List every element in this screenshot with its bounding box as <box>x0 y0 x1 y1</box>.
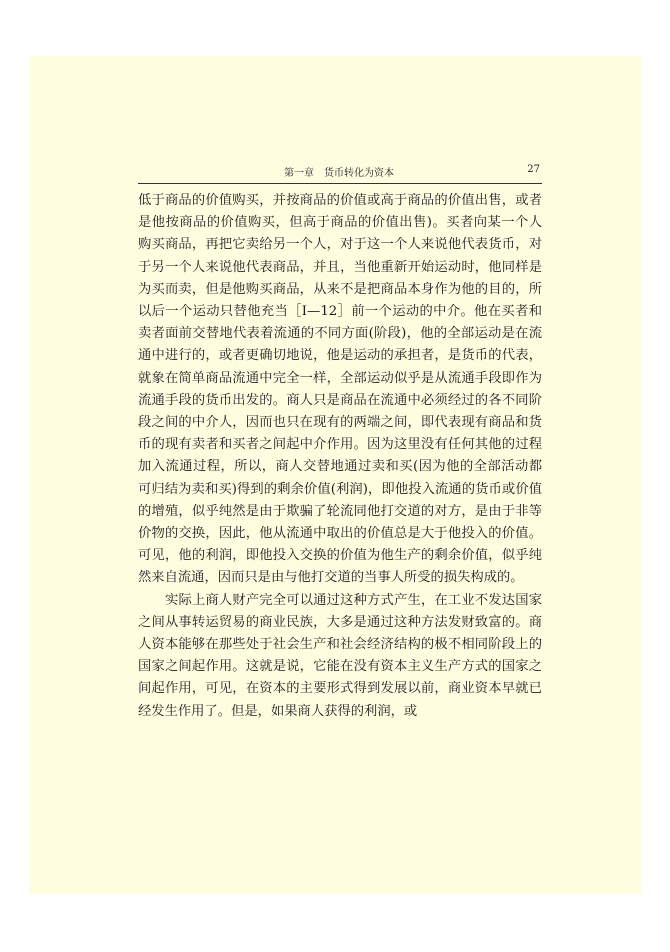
running-header <box>138 164 540 180</box>
paragraph-1: 低于商品的价值购买，并按商品的价值或高于商品的价值出售，或者是他按商品的价值购买，但高于商品的价值出售)。买者向某一个人购买商品，再把它卖给另一个人，对于这一个人来说他代表货币，对于另一个人来说他代表商品，并且，当他重新开始运动时，他同样是为买而卖，但是他购买商品，从来不是把商品本身作为他的目的，所以后一个运动只替他充当［I—12］前一个运动的中介。他在买者和卖者面前交替地代表着流通的不同方面(阶段)，他的全部运动是在流通中进行的，或者更确切地说，他是运动的承担者，是货币的代表，就象在简单商品流通中完全一样，全部运动似乎是从流通手段即作为流通手段的货币出发的。商人只是商品在流通中必须经过的各不同阶段之间的中介人，因而也只在现有的两端之间，即代表现有商品和货币的现有卖者和买者之间起中介作用。因为这里没有任何其他的过程加入流通过程，所以，商人交替地通过卖和买(因为他的全部活动都可归结为卖和买)得到的剩余价值(利润)，即他投入流通的货币或价值的增殖，似乎纯然是由于欺骗了轮流同他打交道的对方，是由于非等价物的交换，因此，他从流通中取出的价值总是大于他投入的价值。可见，他的利润，即他投入交换的价值为他生产的剩余价值，似乎纯然来自流通，因而只是由与他打交道的当事人所受的损失构成的。 <box>138 193 542 586</box>
page-number: 27 <box>527 164 540 175</box>
body-text <box>138 190 542 723</box>
paragraph-2: 实际上商人财产完全可以通过这种方式产生，在工业不发达国家之间从事转运贸易的商业民族，大多是通过这种方法发财致富的。商人资本能够在那些处于社会生产和社会经济结构的极不相同阶段上的国家之间起作用。这就是说，它能在没有资本主义生产方式的国家之间起作用，可见，在资本的主要形式得到发展以前，商业资本早就已经发生作用了。但是，如果商人获得的利润，或 <box>138 592 542 719</box>
chapter-title: 第一章 货币转化为资本 <box>284 168 394 179</box>
header-rule <box>138 183 542 184</box>
